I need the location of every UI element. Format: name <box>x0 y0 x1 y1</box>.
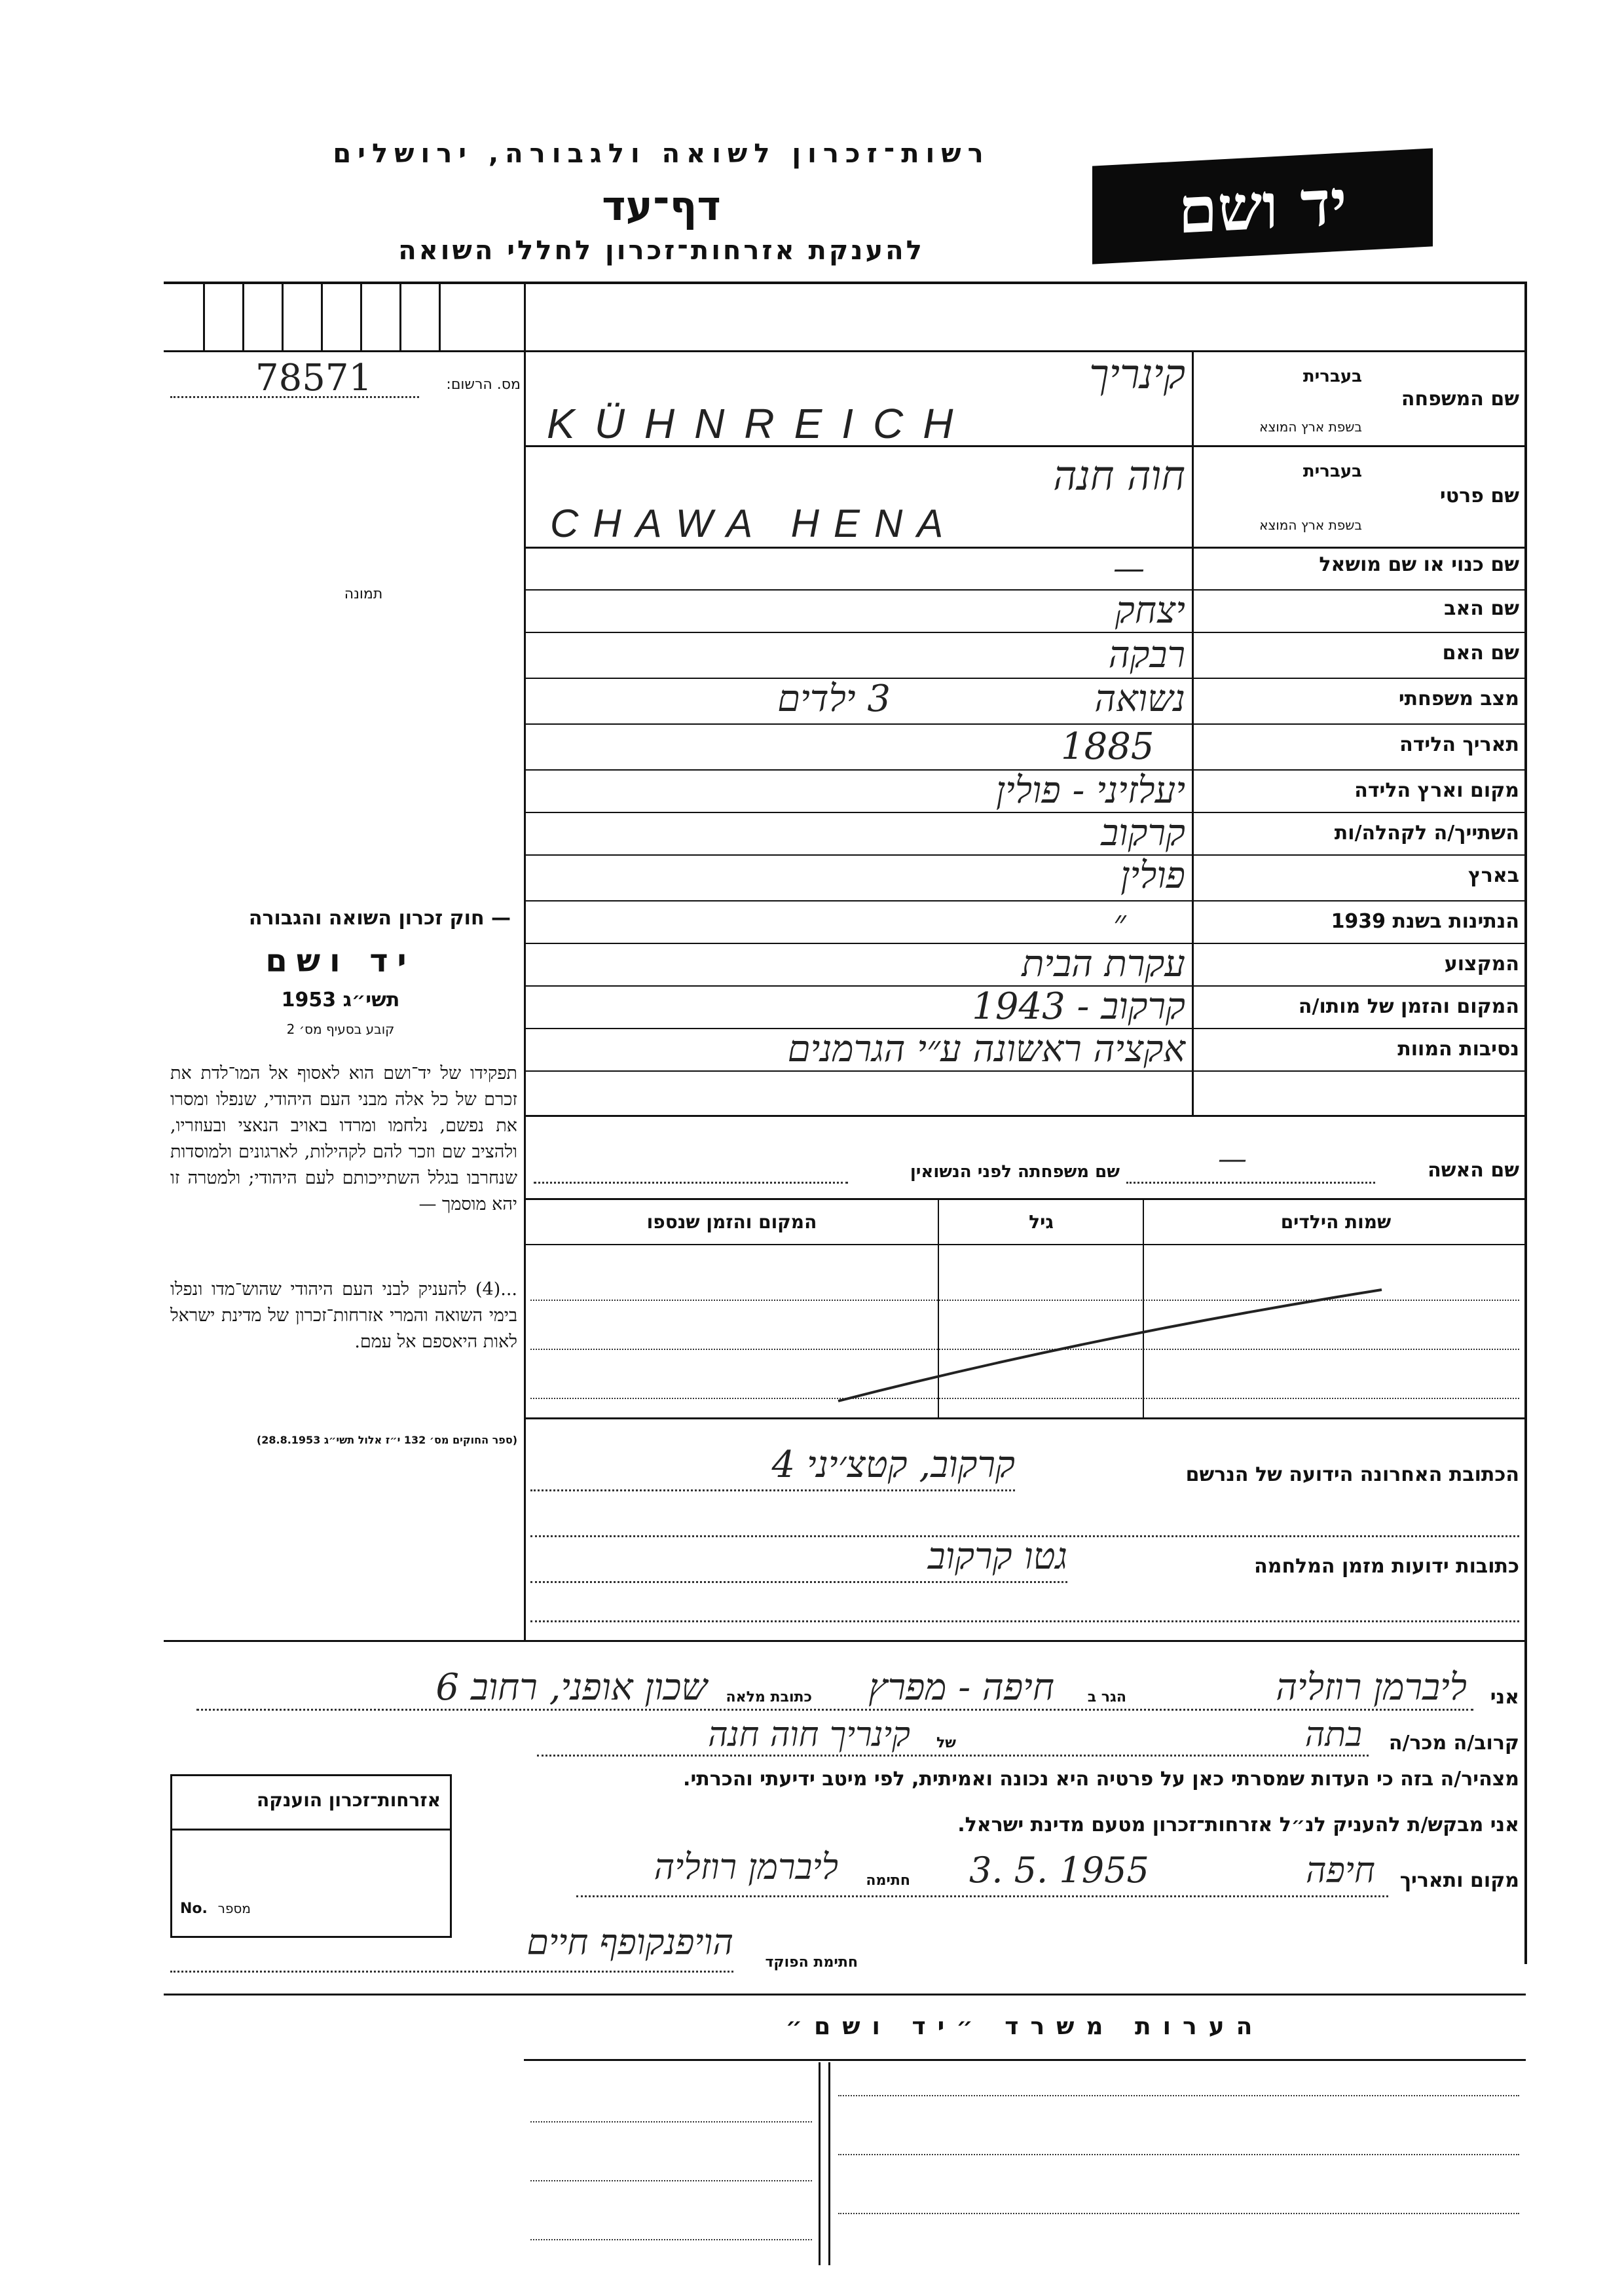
children-header-names: שמות הילדים <box>1280 1211 1392 1233</box>
declarant-of-label: של <box>936 1735 956 1751</box>
first-name-origin-value: CHAWA HENA <box>550 501 958 545</box>
relation-dots <box>537 1755 1369 1757</box>
frame-top-line <box>164 282 1526 284</box>
row-line-14 <box>526 1070 1524 1072</box>
country-label: בארץ <box>1467 864 1519 887</box>
declaration-text: מצהיר/ה בזה כי העדות שמסרתי כאן על פרטיה היא נכונה ואמיתית, לפי מיטב ידיעתי והכרתי. <box>683 1768 1519 1791</box>
marital-note: 3 ילדים <box>777 678 891 720</box>
top-box-divider-6 <box>399 282 401 350</box>
children-header-place-time: המקום והזמן שנספו <box>646 1211 817 1233</box>
first-name-hebrew-label: בעברית <box>1302 462 1362 481</box>
declarant-resides-label: הגר ב <box>1087 1689 1126 1705</box>
citizenship-label: הנתינות בשנת 1939 <box>1331 910 1519 933</box>
frame-second-line <box>164 350 1526 352</box>
family-name-origin-label: בשפת ארץ המוצא <box>1259 419 1362 435</box>
declarant-city: חיפה - מפרץ <box>868 1666 1054 1709</box>
signature-label: חתימה <box>866 1872 910 1889</box>
place-date-dots <box>576 1895 1388 1897</box>
law-paragraph-2: ...(4) להעניק לבני העם היהודי שהוש־מדו ונפלו בימי השואה והמרי אזרחות־זכרון של מדינת ישראל לאות היאספם אל עמם. <box>170 1279 517 1352</box>
declarant-relation: בתה <box>1304 1715 1362 1755</box>
yad-vashem-logo <box>1092 148 1433 264</box>
top-box-divider-4 <box>321 282 323 350</box>
officer-dots <box>170 1971 733 1973</box>
law-name: יד ושם <box>265 943 416 979</box>
notes-dots-right-2 <box>838 2154 1519 2155</box>
row-line-6 <box>526 723 1524 725</box>
wartime-extra-dots <box>530 1620 1519 1622</box>
spouse-maiden-label: שם משפחתה לפני הנשואין <box>910 1162 1120 1182</box>
top-box-divider-2 <box>242 282 244 350</box>
declarant-name: ליברמן רוזליה <box>1276 1666 1467 1709</box>
frame-right-border <box>1524 282 1527 1964</box>
spouse-label: שם האשה <box>1428 1159 1519 1182</box>
registration-label: מס. הרשום: <box>446 376 521 393</box>
citizenship-granted-box <box>170 1774 452 1938</box>
declarant-top-line <box>164 1640 1526 1642</box>
notes-dots-left-1 <box>530 2121 812 2123</box>
children-header-line <box>526 1244 1524 1245</box>
family-name-origin-value: KÜHNREICH <box>547 400 973 447</box>
birth-date-label: תאריך הלידה <box>1399 733 1519 756</box>
officer-label: חתימת הפוקד <box>765 1954 858 1971</box>
notes-dots-right-1 <box>838 2095 1519 2096</box>
wartime-address-dots <box>530 1581 1067 1583</box>
row-line-15 <box>526 1115 1524 1117</box>
father-label: שם האב <box>1444 597 1519 620</box>
citizenship-box-number-label-en: No. <box>180 1901 208 1917</box>
spouse-dots <box>1126 1182 1375 1184</box>
family-name-hebrew-label: בעברית <box>1302 367 1362 386</box>
death-place-time-label: המקום והזמן של מותו/ה <box>1298 995 1519 1018</box>
label-column-divider <box>1192 352 1194 1115</box>
declarant-i-label: אני <box>1490 1686 1519 1709</box>
notes-title-line <box>524 2059 1526 2061</box>
occupation-value: עקרת הבית <box>1022 943 1185 985</box>
declarant-date: 3. 5. 1955 <box>969 1850 1149 1891</box>
nickname-label: שם כנוי או שם מושאל <box>1319 553 1519 576</box>
father-value: יצחק <box>1115 589 1185 632</box>
birth-place-value: יעלזיני - פולין <box>995 769 1185 812</box>
death-circumstances-value: אקציה ראשונה ע״י הגרמנים <box>787 1028 1185 1070</box>
community-value: קרקוב <box>1101 812 1185 854</box>
place-date-label: מקום ותאריך <box>1399 1869 1519 1892</box>
children-bottom-line <box>526 1417 1524 1419</box>
top-box-divider-7 <box>439 282 441 350</box>
first-name-label: שם פרטי <box>1439 484 1519 507</box>
first-name-hebrew-value: חוה חנה <box>1053 452 1185 500</box>
law-clause: קובע בסעיף מס׳ 2 <box>286 1021 395 1037</box>
notes-dots-right-3 <box>838 2213 1519 2214</box>
declarant-of-value: קינריך חוה חנה <box>708 1715 910 1755</box>
declarant-place: חיפה <box>1305 1850 1375 1891</box>
declarant-address-label: כתובת מלאה <box>726 1689 812 1705</box>
form-title: דף־עד <box>602 182 721 230</box>
form-subtitle: להענקת אזרחות־זכרון לחללי השואה <box>398 236 925 266</box>
citizenship-value: ״ <box>1113 903 1126 943</box>
last-address-value: קרקוב, קטצ׳יני 4 <box>771 1444 1015 1486</box>
row-line-spouse <box>526 1198 1524 1200</box>
mother-value: רבקה <box>1108 634 1185 676</box>
logo-text: יד ושם <box>1178 164 1347 248</box>
last-address-label: הכתובת האחרונה הידועה של הנרשם <box>1185 1463 1519 1486</box>
wartime-address-value: גטו קרקוב <box>927 1535 1067 1578</box>
country-value: פולין <box>1120 854 1185 897</box>
spouse-value: — <box>1218 1142 1247 1176</box>
org-line: רשות־זכרון לשואה ולגבורה, ירושלים <box>333 139 990 169</box>
office-notes-title: הערות משרד ״יד ושם״ <box>785 2013 1264 2040</box>
children-header-age: גיל <box>1029 1211 1054 1233</box>
notes-dots-left-3 <box>530 2239 812 2240</box>
declarant-signature: ליברמן רוזליה <box>654 1846 838 1887</box>
first-name-origin-label: בשפת ארץ המוצא <box>1259 517 1362 533</box>
notes-col-divider-a <box>819 2062 821 2265</box>
law-source: (ספר החוקים מס׳ 132 י״ז אלול תשי״ג 28.8.1953) <box>256 1434 517 1446</box>
declarant-address: שכון אופני, רחוב 6 <box>435 1666 707 1709</box>
registration-number: 78571 <box>255 357 373 399</box>
last-address-dots <box>530 1489 1015 1491</box>
wartime-address-label: כתובות ידועות מזמן המלחמה <box>1254 1555 1519 1578</box>
nickname-value: — <box>1113 550 1145 587</box>
birth-date-value: 1885 <box>1061 725 1154 768</box>
officer-signature: הויפנקופף חיים <box>526 1922 733 1963</box>
community-label: השתייך/ה לקהלה/ות <box>1334 822 1519 845</box>
declarant-relation-label: קרוב/ה מכר/ה <box>1388 1732 1519 1755</box>
top-box-divider-1 <box>203 282 205 350</box>
row-line-10 <box>526 900 1524 902</box>
marital-label: מצב משפחתי <box>1398 687 1519 710</box>
request-text: אני מבקש/ת להעניק לנ״ל אזרחות־זכרון מטעם מדינת ישראל. <box>957 1813 1519 1836</box>
law-title: — חוק זכרון השואה והגבורה <box>248 907 511 930</box>
citizenship-box-divider <box>172 1829 450 1831</box>
notes-dots-left-2 <box>530 2180 812 2181</box>
citizenship-box-number-label: מספר <box>217 1901 251 1916</box>
children-strike-line <box>832 1283 1388 1408</box>
row-line-2 <box>526 547 1524 549</box>
law-paragraph-1: תפקידו של יד־ושם הוא לאסוף אל המו־לדת את זכרם של כל אלה מבני העם היהודי, שנפלו ומסרו את נפשם, נלחמו ומרדו באויב הנאצי ובעוזריו, ולהציב שם וזכר להם לקהילות, לארגונים ולמוסדות שנחרבו בגלל השתייכותם לעם היהודי; ולמטרה זו יהא מוסמך — <box>170 1063 517 1214</box>
law-year: תשי״ג 1953 <box>281 989 400 1011</box>
top-box-divider-5 <box>360 282 362 350</box>
notes-top-line <box>164 1994 1526 1995</box>
family-name-label: שם המשפחה <box>1401 388 1519 410</box>
death-place-time-value: קרקוב - 1943 <box>972 985 1185 1028</box>
declarant-line-dots <box>196 1709 1473 1711</box>
left-column-divider <box>524 282 526 1640</box>
top-box-divider-3 <box>282 282 284 350</box>
marital-value: נשואה <box>1094 678 1185 720</box>
family-name-hebrew-value: קינריך <box>1089 350 1185 398</box>
row-line-4 <box>526 632 1524 633</box>
notes-col-divider-b <box>828 2062 830 2265</box>
death-circumstances-label: נסיבות המוות <box>1397 1038 1519 1061</box>
birth-place-label: מקום וארץ הלידה <box>1354 779 1519 802</box>
photo-label: תמונה <box>344 586 383 602</box>
occupation-label: המקצוע <box>1444 953 1519 975</box>
spouse-maiden-dots <box>534 1182 848 1184</box>
mother-label: שם האם <box>1442 642 1519 665</box>
citizenship-box-title: אזרחות־זכרון הוענקה <box>257 1789 441 1811</box>
